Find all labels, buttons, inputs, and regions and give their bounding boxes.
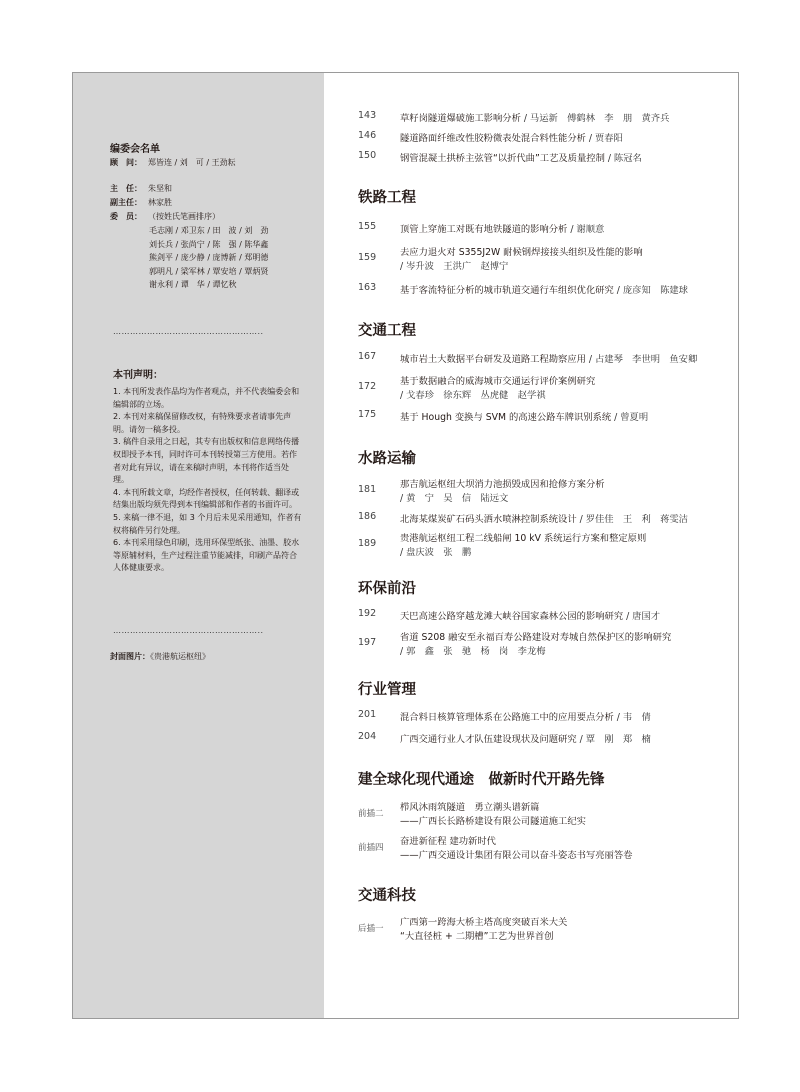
toc-entry-authors: / 唐国才 (623, 611, 661, 622)
toc-page-number: 163 (358, 282, 377, 293)
toc-page-number: 159 (358, 252, 377, 263)
toc-entry-authors: / 覃 刚 郑 楠 (576, 734, 651, 745)
members-line: 刘长兵 / 张尚宁 / 陈 强 / 陈华鑫 (149, 239, 269, 249)
members-line: 谢永利 / 谭 华 / 谭忆秋 (149, 280, 237, 289)
section-heading: 行业管理 (358, 682, 416, 698)
members-note: （按姓氏笔画排序） (148, 212, 220, 221)
toc-entry-title: 基于数据融合的威海城市交通运行评价案例研究 (400, 376, 596, 387)
insert-page-label: 前插四 (358, 843, 384, 853)
members-row (110, 210, 220, 223)
toc-page-number: 181 (358, 484, 377, 495)
deputy-names: 林家胜 (148, 198, 172, 207)
toc-entry-title: 去应力退火对 S355J2W 耐候钢焊接接头组织及性能的影响 (400, 247, 643, 258)
deputy-label: 副主任： (110, 198, 142, 207)
toc-page-number: 189 (358, 538, 377, 549)
toc-page-number: 192 (358, 608, 377, 619)
toc-entry-authors: / 占建琴 李世明 鱼安卿 (585, 354, 698, 365)
section-heading: 环保前沿 (358, 581, 416, 597)
toc-entry-title: 混合料日核算管理体系在公路施工中的应用要点分析 (400, 712, 614, 723)
toc-entry-authors: / 黄 宁 吴 信 陆远文 (400, 493, 509, 504)
insert-page-label: 前插二 (358, 809, 384, 819)
insert-page-label: 后插一 (358, 924, 384, 934)
declaration-item: 4. 本刊所载文章，均经作者授权，任何转载、翻译或结集出版均须先得到本刊编辑部和作者的书面许可。 (113, 487, 300, 510)
toc-entry-authors: / 谢顺意 (567, 224, 605, 235)
members-line: 熊剑平 / 庞少静 / 庞博新 / 郑明德 (149, 253, 269, 262)
toc-entry-authors: / 曾夏明 (611, 412, 649, 423)
toc-page-number: 201 (358, 709, 377, 720)
toc-entry-authors: / 陈冠名 (604, 153, 642, 164)
toc-entry-title: 草籽岗隧道爆破施工影响分析 (400, 113, 521, 124)
toc-page-number: 204 (358, 731, 377, 742)
toc-entry-authors: / 罗佳佳 王 利 蒋雯洁 (576, 514, 688, 525)
section-heading: 交通工程 (358, 323, 416, 339)
toc-page-number: 186 (358, 511, 377, 522)
section-heading: 水路运输 (358, 451, 416, 467)
toc-page-number: 167 (358, 351, 377, 362)
members-label: 委 员： (110, 212, 142, 221)
declaration-item: 2. 本刊对来稿保留修改权，有特殊要求者请事先声明。请勿一稿多投。 (113, 412, 292, 434)
section-heading: 交通科技 (358, 888, 416, 904)
toc-entry-authors: / 贾春阳 (585, 133, 623, 144)
feature-heading: 建全球化现代通途 做新时代开路先锋 (358, 772, 605, 788)
toc-entry-title: 省道 S208 融安至永福百寿公路建设对寿城自然保护区的影响研究 (400, 632, 672, 643)
declaration-item: 1. 本刊所发表作品均为作者观点，并不代表编委会和编辑部的立场。 (113, 387, 300, 409)
declaration-item: 5. 来稿一律不退，如 3 个月后未见采用通知，作者有权将稿件另行处理。 (113, 512, 302, 535)
toc-entry-authors: / 郭 鑫 张 驰 杨 岗 李龙梅 (400, 646, 546, 657)
committee-title: 编委会名单 (110, 144, 160, 155)
director-row (110, 182, 172, 195)
toc-entry-title: 隧道路面纤维改性胶粉微表处混合料性能分析 (400, 133, 586, 144)
cover-label: 封面图片： (110, 652, 150, 661)
dotted-divider: …………………………………………….. (113, 327, 264, 336)
toc-entry-title: 北海某煤炭矿石码头洒水喷淋控制系统设计 (400, 514, 577, 525)
insert-subtitle: “大直径桩 + 二期槽”工艺为世界首创 (400, 931, 554, 942)
cover-title: 《贵港航运枢纽》 (150, 652, 210, 661)
insert-title: 广西第一跨海大桥主塔高度突破百米大关 (400, 917, 568, 928)
toc-entry-authors: / 马运新 傅鹤林 李 朋 黄齐兵 (520, 113, 670, 124)
declaration-title: 本刊声明： (113, 370, 163, 381)
toc-entry-title: 贵港航运枢纽工程二线船闸 10 kV 系统运行方案和整定原则 (400, 533, 647, 544)
toc-entry-title: 顶管上穿施工对既有地铁隧道的影响分析 (400, 224, 568, 235)
insert-title: 栉风沐雨筑隧道 勇立潮头谱新篇 (400, 802, 540, 813)
toc-entry-title: 基于 Hough 变换与 SVM 的高速公路车牌识别系统 (400, 412, 612, 423)
toc-entry-authors: / 盘庆波 张 鹏 (400, 547, 472, 558)
advisors-label: 顾 问： (110, 158, 142, 167)
director-label: 主 任： (110, 184, 142, 193)
toc-entry-title: 钢管混凝土拱桥主弦管“以折代曲”工艺及质量控制 (400, 153, 605, 164)
toc-entry-title: 城市岩土大数据平台研发及道路工程勘察应用 (400, 354, 586, 365)
insert-subtitle: ——广西交通设计集团有限公司以奋斗姿态书写亮丽答卷 (400, 850, 633, 861)
toc-entry-authors: / 戈春珍 徐东辉 丛虎健 赵学祺 (400, 390, 546, 401)
toc-entry-authors: / 岑升波 王洪广 赵博宁 (400, 261, 509, 272)
advisors-row (110, 156, 236, 169)
toc-entry-title: 那吉航运枢纽大坝消力池损毁成因和抢修方案分析 (400, 479, 605, 490)
insert-title: 奋进新征程 建功新时代 (400, 836, 496, 847)
declaration-item: 3. 稿件自录用之日起，其专有出版权和信息网络传播权即授予本刊，同时许可本刊转授第三方使用。若作者对此有异议，请在来稿时声明，本刊将作适当处理。 (113, 437, 300, 485)
toc-page-number: 155 (358, 221, 377, 232)
toc-entry-title: 基于客流特征分析的城市轨道交通行车组织优化研究 (400, 285, 614, 296)
insert-subtitle: ——广西长长路桥建设有限公司隧道施工纪实 (400, 816, 586, 827)
toc-page-number: 143 (358, 110, 377, 121)
toc-page-number: 146 (358, 130, 377, 141)
toc-page-number: 150 (358, 150, 377, 161)
members-line: 毛志刚 / 邓卫东 / 田 波 / 刘 劲 (149, 226, 269, 235)
toc-entry-title: 广西交通行业人才队伍建设现状及问题研究 (400, 734, 577, 745)
declaration-item: 6. 本刊采用绿色印刷，选用环保型纸张、油墨、胶水等原辅材料，生产过程注重节能减排，印刷产品符合人体健康要求。 (113, 538, 300, 573)
section-heading: 铁路工程 (358, 190, 416, 206)
toc-entry-authors: / 韦 倩 (613, 712, 651, 723)
toc-entry-authors: / 庞彦知 陈建球 (613, 285, 688, 296)
toc-entry-title: 天巴高速公路穿越龙滩大峡谷国家森林公园的影响研究 (400, 611, 624, 622)
toc-page-number: 172 (358, 381, 377, 392)
cover-caption (110, 651, 210, 662)
toc-page-number: 175 (358, 409, 377, 420)
director-names: 朱坚和 (148, 184, 172, 193)
advisors-names: 郑皆连 / 刘 可 / 王劲耘 (148, 158, 236, 167)
declaration-text (113, 386, 303, 575)
deputy-row (110, 196, 172, 209)
dotted-divider: …………………………………………….. (113, 626, 264, 635)
toc-page-number: 197 (358, 637, 377, 648)
members-line: 郭明凡 / 梁军林 / 覃安培 / 覃炳贤 (149, 266, 269, 276)
